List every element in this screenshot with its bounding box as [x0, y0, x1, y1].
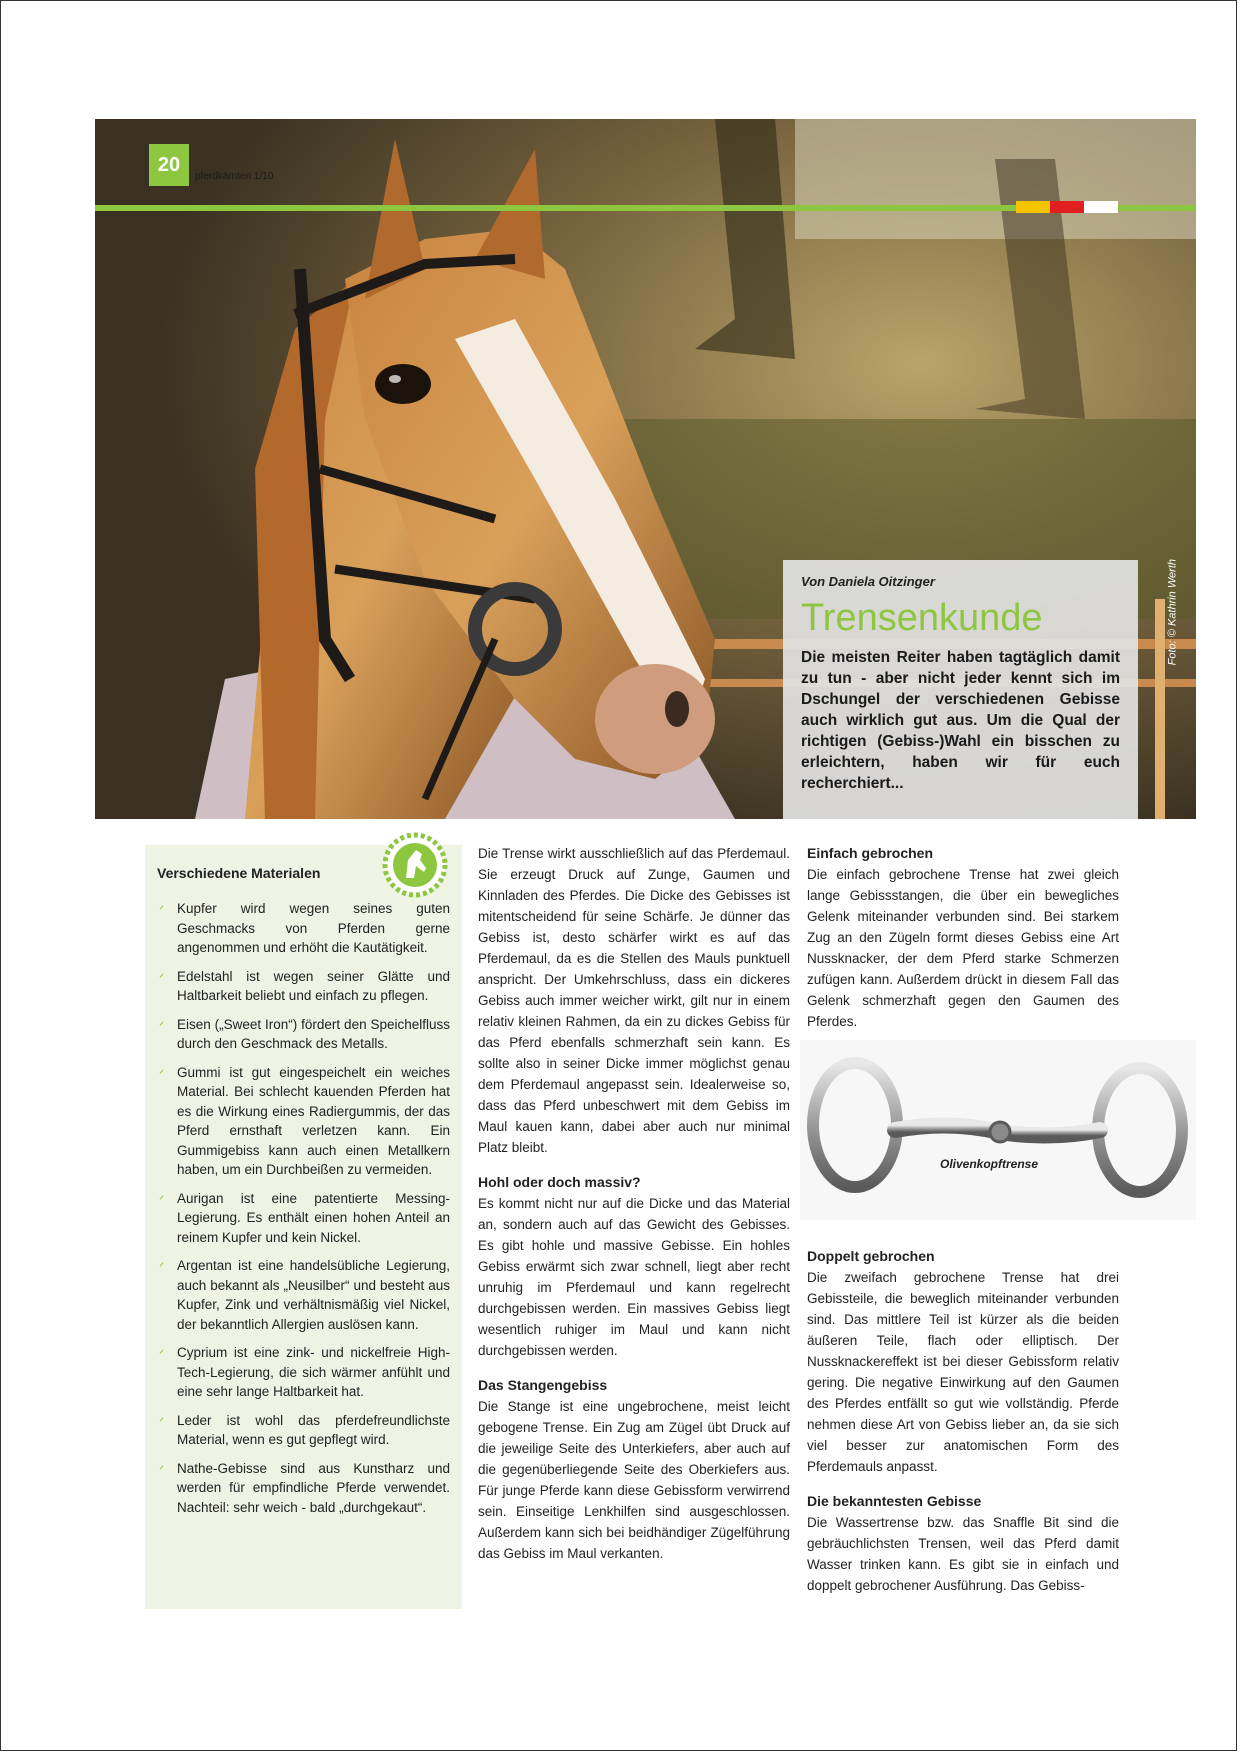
page-number: 20	[149, 144, 189, 186]
list-item: ᐟ Kupfer wird wegen seines guten Geschmacks von Pferden gerne angenommen und erhöht die Kautätigkeit.	[159, 901, 450, 955]
paragraph: Die Trense wirkt ausschließlich auf das Pferdemaul. Sie erzeugt Druck auf Zunge, Gaumen und Kinnladen des Pferdes. Die Dicke des Gebisses ist mitentscheidend für seine Schärfe. Je dünner das Gebiss ist, desto schärfer wirkt es auf das Pferdemaul, da es die Stellen des Mauls punktuell anspricht. Der Umkehrschluss, dass ein dickeres Gebiss auch immer weicher wirkt, gilt nur in einem relativ kleinen Rahmen, da ein zu dickes Gebiss für das Pferd ebenfalls schmerzhaft sein kann. Es sollte also in seiner Dicke immer möglichst genau dem Pferdemaul angepasst sein. Idealerweise so, dass das Pferd unbeschwert mit dem Gebiss im Maul kauen kann, dabei aber auch nur minimal Platz bleibt.	[478, 846, 790, 1155]
article-lead: Die meisten Reiter haben tagtäglich damit zu tun - aber nicht jeder kennt sich im Dschungel der verschiedenen Gebisse auch wirklich gut aus. Um die Qual der richtigen (Gebiss-)Wahl ein bisschen zu erleichtern, haben wir für euch recherchiert...	[801, 649, 1120, 792]
section-heading: Die bekanntesten Gebisse	[807, 1493, 982, 1509]
bit-figure	[800, 1040, 1196, 1220]
sidebar-title: Verschiedene Materialen	[157, 865, 321, 881]
section-heading: Hohl oder doch massiv?	[478, 1174, 641, 1190]
article-author: Von Daniela Oitzinger	[801, 574, 935, 589]
horseshoe-bullet-icon: ᐟ	[159, 1414, 165, 1429]
paragraph: Die Wassertrense bzw. das Snaffle Bit sind die gebräuchlichsten Trensen, weil das Pferd damit Wasser trinken kann. Es gibt sie in einfach und doppelt gebrochener Ausführung. Das Gebiss-	[807, 1515, 1119, 1593]
figure-caption: Olivenkopftrense	[940, 1157, 1039, 1171]
horseshoe-bullet-icon: ᐟ	[159, 1260, 165, 1274]
list-item: ᐟ Edelstahl ist wegen seiner Glätte und Haltbarkeit beliebt und einfach zu pflegen.	[159, 968, 450, 1003]
flag-stripe-white	[1084, 201, 1118, 213]
intro-box	[783, 560, 1138, 819]
list-item: ᐟ Eisen („Sweet Iron“) fördert den Speichelfluss durch den Geschmack des Metalls.	[159, 1016, 450, 1051]
paragraph: Die einfach gebrochene Trense hat zwei gleich lange Gebissstangen, die über ein bewegliches Gelenk miteinander verbunden sind. Bei starkem Zug an den Zügeln formt dieses Gebiss eine Art Nussknacker, der dem Pferd starke Schmerzen zufügen kann. Außerdem drückt in diesem Fall das Gelenk schmerzhaft gegen den Gaumen des Pferdes.	[807, 867, 1119, 1029]
article-column-2	[478, 843, 790, 1564]
flag-stripe-yellow	[1016, 201, 1050, 213]
section-heading: Einfach gebrochen	[807, 845, 934, 861]
horseshoe-bullet-icon: ᐟ	[159, 903, 165, 917]
section-heading: Das Stangengebiss	[478, 1377, 608, 1393]
list-item: ᐟ Leder ist wohl das pferdefreundlichste Material, wenn es gut gepflegt wird.	[159, 1412, 450, 1447]
article-title: Trensenkunde	[801, 597, 1043, 639]
horseshoe-bullet-icon: ᐟ	[159, 1192, 165, 1207]
list-item: ᐟ Aurigan ist eine patentierte Messing-Legierung. Es enthält einen hohen Anteil an reinem Kupfer und kein Nickel.	[159, 1190, 450, 1245]
horseshoe-bullet-icon: ᐟ	[159, 1018, 165, 1033]
list-item: ᐟ Argentan ist eine handelsübliche Legierung, auch bekannt als „Neusilber“ und besteht aus Kupfer, Zink und verhältnismäßig viel Nickel, der bekanntlich Allergien auslösen kann.	[159, 1258, 450, 1332]
materials-sidebar	[145, 845, 462, 1609]
horseshoe-bullet-icon: ᐟ	[159, 1066, 165, 1081]
paragraph: Es kommt nicht nur auf die Dicke und das Material an, sondern auch auf das Gewicht des Gebisses. Es gibt hohle und massive Gebisse. Ein hohles Gebiss erwärmt sich zwar schnell, liegt aber recht unruhig im Pferdemaul und kann regelrecht durchgebissen werden. Ein massives Gebiss liegt wesentlich ruhiger im Maul und kann nicht durchgebissen werden.	[478, 1196, 790, 1358]
horseshoe-bullet-icon: ᐟ	[159, 1462, 165, 1477]
list-item: ᐟ Nathe-Gebisse sind aus Kunstharz und werden für empfindliche Pferde verwendet. Nachteil: sehr weich - bald „durchgekaut“.	[159, 1460, 450, 1515]
materials-list	[157, 899, 450, 1517]
paragraph: Die Stange ist eine ungebrochene, meist leicht gebogene Trense. Ein Zug am Zügel übt Druck auf die jeweilige Seite des Unterkiefers, aber auch auf die gegenüberliegende Seite des Oberkiefers aus. Für junge Pferde kann diese Gebissform verwirrend sein. Einseitige Lenkhilfen sind ausgeschlossen. Außerdem kann sich bei beidhändiger Zügelführung das Gebiss im Maul verkanten.	[478, 1399, 790, 1561]
flag-stripe-red	[1050, 201, 1084, 213]
hero-horse-photo	[95, 119, 1196, 819]
list-item: ᐟ Gummi ist gut eingespeichelt ein weiches Material. Bei schlecht kauenden Pferden hat es die Wirkung eines Radiergummis, der das Pferd ernsthaft verletzen kann. Ein Gummigebiss kann auch einen Metallkern haben, um ein Durchbeißen zu vermeiden.	[159, 1064, 450, 1177]
magazine-name: pferdkärnten 1/10	[195, 171, 274, 182]
horseshoe-bullet-icon: ᐟ	[159, 1347, 165, 1361]
photo-credit: Foto: © Kathrin Werth	[1166, 559, 1178, 666]
horseshoe-bullet-icon: ᐟ	[159, 970, 165, 985]
paragraph: Die zweifach gebrochene Trense hat drei Gebissteile, die beweglich miteinander verbunden sind. Das mittlere Teil ist kürzer als die beiden äußeren Teile, flach oder elliptisch. Der Nussknackereffekt ist bei dieser Gebissform relativ gering. Die negative Einwirkung auf den Gaumen des Pferdes entfällt so gut wie vollständig. Pferde nehmen diese Art von Gebiss lieber an, da sie sich viel besser zur anatomischen Form des Pferdemauls anpasst.	[807, 1270, 1119, 1474]
horse-badge-icon	[380, 830, 450, 900]
list-item: ᐟ Cyprium ist eine zink- und nickelfreie High-Tech-Legierung, die sich wärmer anfühlt und eine sehr lange Haltbarkeit hat.	[159, 1345, 450, 1399]
eggbutt-bit-image	[800, 1040, 1196, 1220]
section-heading: Doppelt gebrochen	[807, 1248, 935, 1264]
